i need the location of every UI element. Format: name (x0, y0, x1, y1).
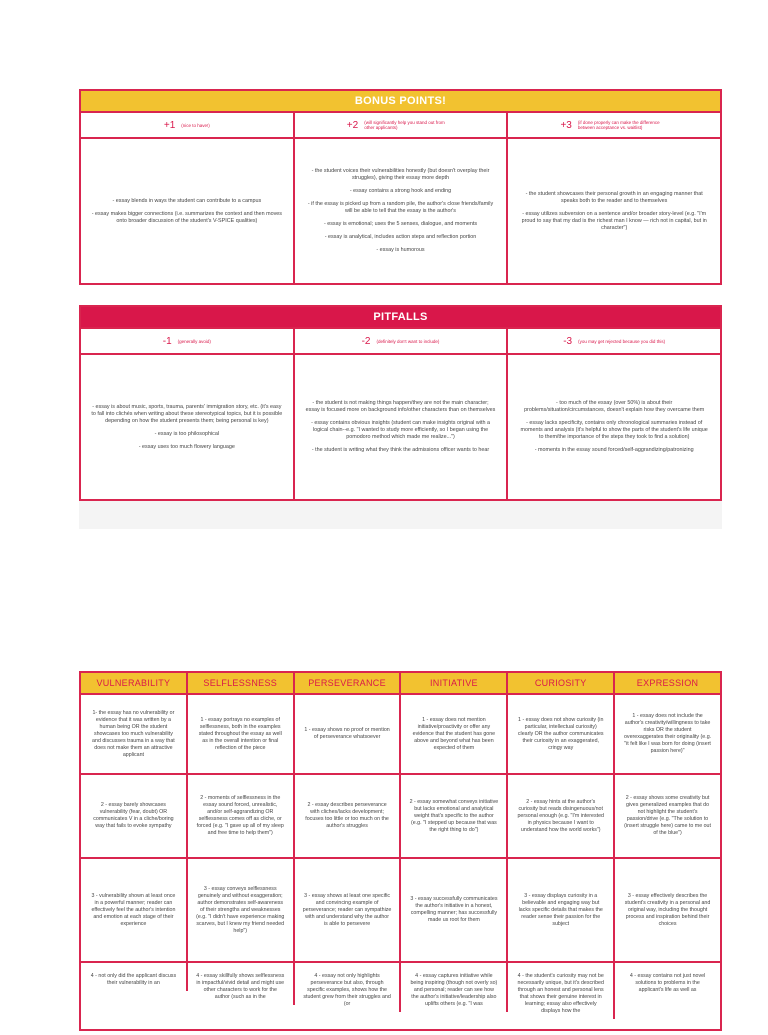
pitfalls-levels (81, 329, 720, 355)
pitfall-item: - the student is writing what they think the admissions officer wants to hear (311, 447, 490, 453)
rubric-header-expression: EXPRESSION (615, 673, 720, 693)
rubric-cell: 3 - vulnerability shown at least once in a powerful manner; reader can effectively feel the author's intention and emotion at each stage of their experience (81, 859, 188, 961)
rubric-cell: 1 - essay does not include the author's creativity/willingness to take risks OR the student overexaggerates their originality (e.g. "it felt like I was born for doing (insert passion here)" (623, 713, 712, 754)
pitfall-level-2-points: -2 (361, 335, 371, 347)
pitfall-level-2 (295, 329, 509, 353)
rubric-header-curiosity: CURIOSITY (508, 673, 615, 693)
pitfall-item: - too much of the essay (over 50%) is about their problems/situation/circumstances, doesn't explain how they overcame them (524, 400, 705, 413)
rubric-cell: 2 - moments of selflessness in the essay sound forced, unrealistic, and/or self-aggrandizing OR selflessness comes off as cliche, or forced (e.g. "I gave up all of my sleep and free time to help them") (188, 775, 295, 857)
rubric-cell: 3 - essay effectively describes the student's creativity in a personal and original way, including the thought process and inspiration behind their choices (624, 892, 711, 927)
bonus-item: - the student showcases their personal growth in an engaging manner that speaks both to the reader and to themselves (525, 190, 703, 204)
pitfall-item: - essay contains obvious insights (student can make insights original with a logical chain--e.g. "I wanted to study more efficiently, so I began using the pomodoro method which made me realize...") (311, 420, 490, 440)
pitfall-column-1 (81, 355, 295, 499)
bonus-item: - essay makes bigger connections (i.e. summarizes the context and then moves onto broader discussion of the student's V-SPICE qualities) (91, 210, 282, 224)
rubric-cell: 4 - essay captures initiative while being inspiring (though not overly so) and personal; reader can see how the author's initiative/leadership also uplifts others (e.g. "I was (401, 963, 508, 1012)
bonus-item: - the student voices their vulnerabilities honestly (but doesn't overplay their struggles), giving their essay more depth (311, 168, 490, 181)
pitfall-item: - the student is not making things happen/they are not the main character; essay is focused more on background info/other characters than on themselves (305, 400, 496, 413)
pitfall-item: - moments in the essay sound forced/self-aggrandizing/patronizing (534, 447, 694, 453)
pitfall-item: - essay is about music, sports, trauma, parents' immigration story, etc. (it's easy to fall into clichés when writing about these stereotypical topics, but it is possible depending on how the student presents them; being personal is key) (91, 403, 283, 424)
bonus-level-1-note: (nice to have!) (181, 122, 210, 128)
bonus-column-3 (508, 139, 720, 283)
rubric-cell: 1- the essay has no vulnerability or evidence that it was written by a human being OR the student showcases too much vulnerability and discusses trauma in a way that does not make them an attractive applicant (81, 695, 188, 773)
rubric-cell: 3 - essay shows at least one specific and convincing example of perseverance; reader can sympathize with and understand why the author is able to persevere (295, 859, 402, 961)
bonus-points-table (79, 89, 722, 285)
bonus-item: - essay blends in ways the student can contribute to a campus (112, 197, 262, 204)
rubric-header-row (81, 673, 720, 695)
rubric-cell: 1 - essay shows no proof or mention of perseverance whatsoever (295, 695, 402, 773)
rubric-header-vulnerability: VULNERABILITY (81, 673, 188, 693)
rubric-cell: 2 - essay shows some creativity but gives generalized examples that do not highlight the student's passion/drive (e.g. "The solution to (insert struggle here) came to me out of the blue") (624, 795, 711, 836)
rubric-cell: 2 - essay hints at the author's curiosity but reads disingenuous/not personal enough (e.g. "I'm interested in physics because I want to understand how the world works") (508, 775, 615, 857)
bonus-level-1 (81, 113, 295, 137)
rubric-cell: 4 - essay not only highlights perseverance but also, through specific examples, shows how the student grew from their struggles and (or (295, 963, 402, 1012)
pitfall-item: - essay lacks specificity, contains only chronological summaries instead of moments and analysis (it's helpful to show the parts of the student's life unique to them/the importance of the steps they took to find a solution) (520, 420, 708, 440)
rubric-cell: 4 - not only did the applicant discuss their vulnerability in an (81, 963, 188, 991)
rubric-cell: 2 - essay somewhat conveys initiative but lacks emotional and analytical weight that's specific to the author (e.g. "I stepped up because that was the right thing to do") (401, 775, 508, 857)
bonus-item: - essay is humorous (376, 247, 425, 253)
bonus-item: - essay contains a strong hook and ending (349, 188, 452, 194)
rubric-cell: 1 - essay portrays no examples of selflessness, both in the examples stated throughout the essay as well as in the overall intention or final reflection of the piece (188, 695, 295, 773)
bonus-level-2 (295, 113, 509, 137)
pitfall-level-2-note: (definitely don't want to include) (376, 338, 440, 344)
rubric-row-score-1 (81, 695, 720, 775)
bonus-level-2-note: (will significantly help you stand out from other applicants) (364, 120, 445, 130)
pitfall-level-3 (508, 329, 720, 353)
rubric-cell: 1 - essay does not mention initiative/proactivity or offer any evidence that the student has gone above and beyond what has been expected of them (401, 695, 508, 773)
v-spice-rubric-table (79, 671, 722, 1031)
bonus-column-2 (295, 139, 509, 283)
bonus-points-levels (81, 113, 720, 139)
rubric-cell: 1 - essay does not show curiosity (in particular, intellectual curiosity) clearly OR the author communicates their curiosity in an exaggerated, cringy way (508, 695, 615, 773)
bonus-level-2-points: +2 (346, 119, 359, 131)
rubric-header-selflessness: SELFLESSNESS (188, 673, 295, 693)
pitfall-level-3-note: (you may get rejected because you did this) (578, 338, 666, 344)
pitfall-item: - essay is too philosophical (154, 430, 220, 437)
bonus-item: - if the essay is picked up from a random pile, the author's close friends/family will be able to tell that the essay is the author's (307, 201, 494, 214)
pitfall-column-3 (508, 355, 720, 499)
pitfalls-table (79, 305, 722, 501)
rubric-header-perseverance: PERSEVERANCE (295, 673, 402, 693)
rubric-cell: 4 - essay contains not just novel solutions to problems in the applicant's life as well as (629, 973, 706, 993)
bonus-item: - essay is emotional; uses the 5 senses, dialogue, and moments (323, 221, 478, 227)
bonus-item: - essay utilizes subversion on a sentence and/or broader story-level (e.g. "I'm proud to say that my dad is the richest man I know — rich not in capital, but in character") (521, 210, 707, 231)
pitfall-column-2 (295, 355, 509, 499)
pitfall-level-1-points: -1 (162, 335, 172, 347)
bonus-item: - essay is analytical, includes action steps and reflection portion (324, 234, 477, 240)
bonus-level-1-points: +1 (163, 119, 176, 131)
rubric-cell: 3 - essay conveys selflessness genuinely and without exaggeration; author demonstrates self-awareness of their strengths and weaknesses (e.g. "I didn't have experience making scarves, but I knew my friend needed help") (188, 859, 295, 961)
pitfalls-body (81, 355, 720, 499)
bonus-points-body (81, 139, 720, 283)
rubric-header-initiative: INITIATIVE (401, 673, 508, 693)
bonus-points-title: BONUS POINTS! (81, 91, 720, 113)
rubric-cell: 3 - essay displays curiosity in a believable and engaging way but lacks specific details that makes the reader sense their passion for the subject (508, 859, 615, 961)
bonus-level-3-points: +3 (560, 119, 572, 131)
bonus-level-3-note: (if done properly can make the difference between acceptance vs. waitlist) (577, 120, 660, 130)
bonus-column-1 (81, 139, 295, 283)
rubric-cell: 4 - the student's curiosity may not be necessarily unique, but it's described through an honest and personal lens that shows their genuine interest in learning; essay also effectively displays how the (508, 963, 615, 1019)
pitfalls-title: PITFALLS (81, 307, 720, 329)
rubric-row-score-2 (81, 775, 720, 859)
page-divider-band (79, 501, 722, 529)
pitfall-level-1 (81, 329, 295, 353)
rubric-cell: 3 - essay successfully communicates the author's initiative in a honest, compelling manner; has successfully made us root for them (401, 859, 508, 961)
bonus-level-3 (508, 113, 720, 137)
rubric-row-score-3 (81, 859, 720, 963)
pitfall-item: - essay uses too much flowery language (138, 443, 235, 450)
rubric-cell: 2 - essay describes perseverance with cliches/lacks development; focuses too little or too much on the author's struggles (295, 775, 402, 857)
rubric-cell: 2 - essay barely showcases vulnerability (fear, doubt) OR communicates V in a cliche/boring way that fails to evoke sympathy (81, 775, 188, 857)
rubric-cell: 4 - essay skillfully shows selflessness in impactful/vivid detail and might use other characters to work for the author (such as in the (188, 963, 295, 1005)
pitfall-level-1-note: (generally avoid) (177, 338, 211, 344)
pitfall-level-3-points: -3 (563, 335, 573, 347)
rubric-row-score-4 (81, 963, 720, 1035)
